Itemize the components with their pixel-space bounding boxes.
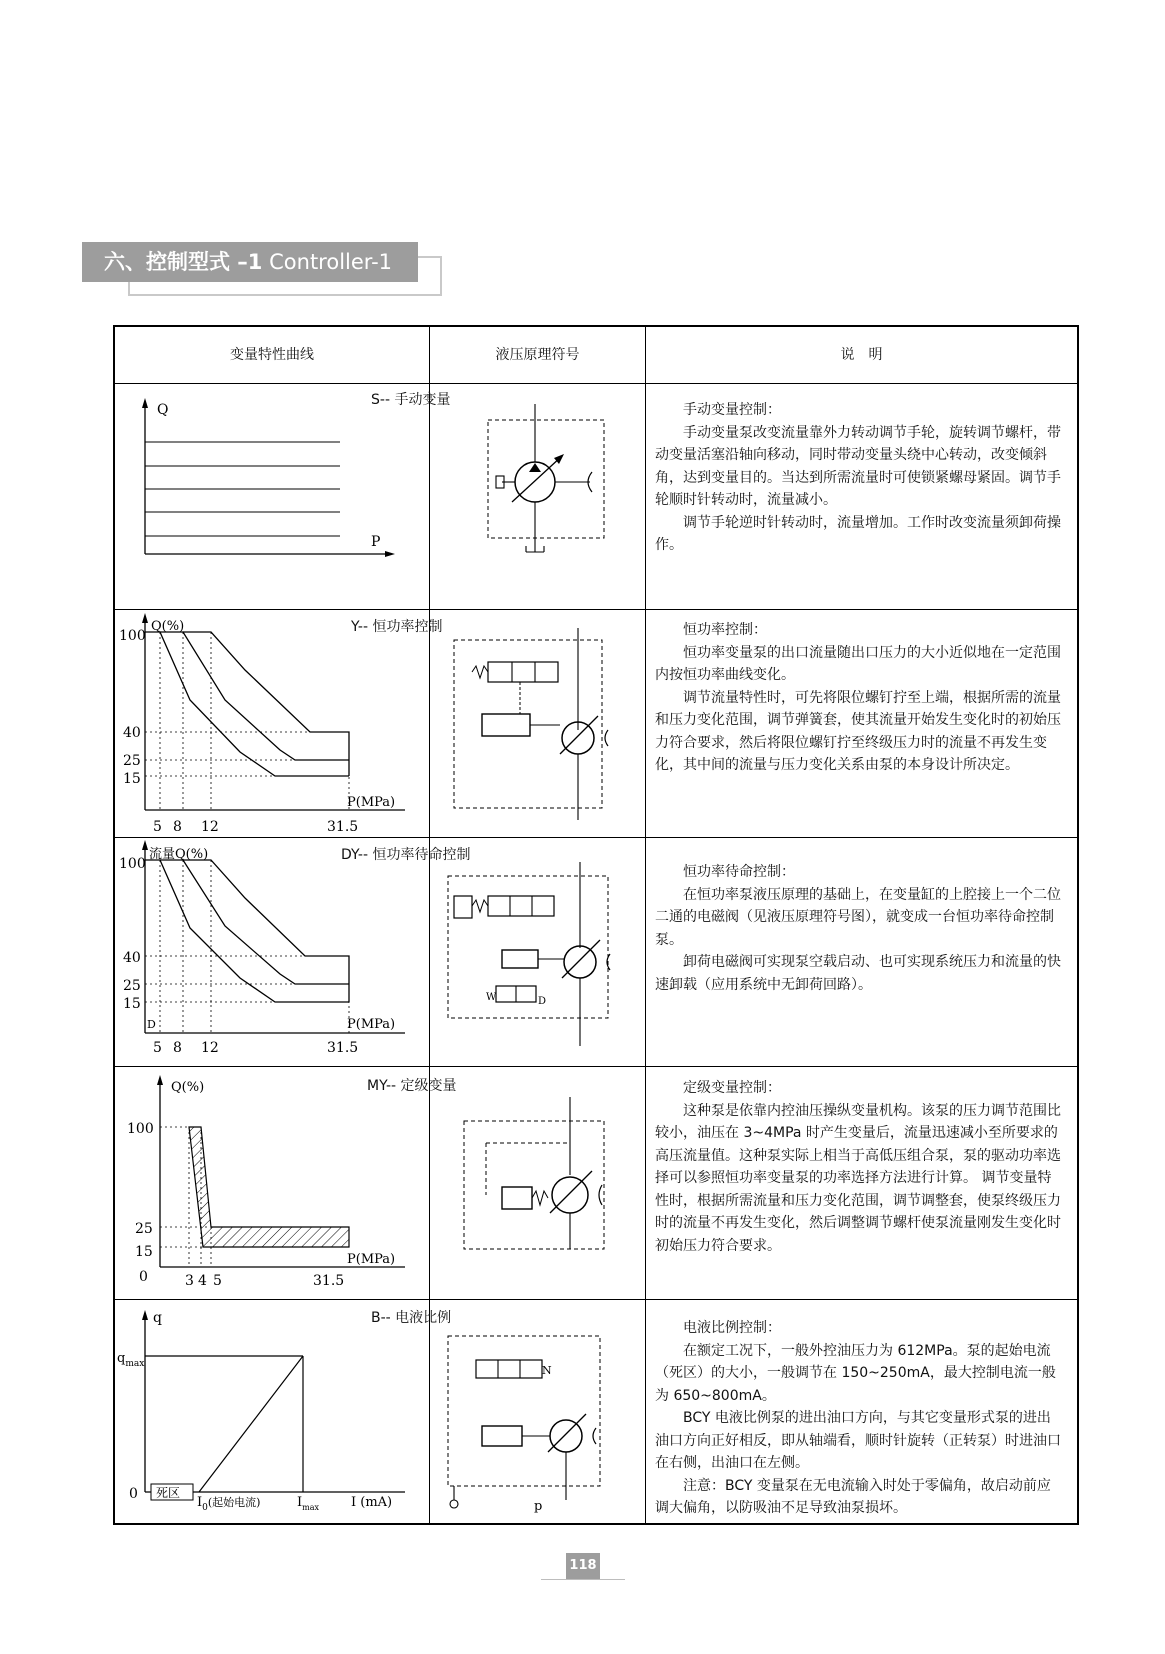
my-tick-0: 0 — [139, 1269, 148, 1285]
x-tick-5: 5 — [153, 819, 162, 835]
desc-paragraph: 手动变量泵改变流量靠外力转动调节手轮，旋转调节螺杆，带动变量活塞沿轴向移动，同时带动变量头绕中心转动，改变倾斜角，达到变量目的。当达到所需流量时可使锁紧螺母紧固。调节手轮顺时针转动时，流量减小。 — [655, 424, 1061, 508]
y-x-axis-label: P(MPa) — [347, 795, 396, 810]
y-tick-40: 40 — [123, 725, 141, 741]
symbol-constant-power-standby — [430, 838, 645, 1066]
desc-constant-power — [655, 619, 1063, 777]
header-curve: 变量特性曲线 — [230, 347, 314, 363]
symbol-stepped-variable — [430, 1067, 645, 1299]
dy-xtick-31-5: 31.5 — [327, 1040, 359, 1056]
desc-title: 定级变量控制： — [683, 1080, 781, 1096]
dy-xtick-12: 12 — [201, 1040, 219, 1056]
my-tick-100: 100 — [127, 1121, 154, 1137]
s-y-axis-label: Q — [157, 402, 169, 418]
desc-paragraph: 调节手轮逆时针转动时，流量增加。工作时改变流量须卸荷操作。 — [655, 514, 1061, 553]
row-title-my: MY-- 定级变量 — [367, 1078, 457, 1094]
desc-stepped-variable — [655, 1077, 1063, 1257]
dy-tick-100: 100 — [119, 856, 146, 872]
row-title-s: S-- 手动变量 — [371, 392, 451, 408]
dy-tick-15: 15 — [123, 996, 141, 1012]
my-xtick-4: 4 — [198, 1273, 207, 1289]
dy-symbol-w: W — [486, 992, 497, 1003]
symbol-manual-variable — [430, 384, 645, 609]
desc-title: 恒功率待命控制： — [683, 864, 795, 880]
dy-symbol-d: D — [538, 996, 547, 1007]
section-title-en: Controller-1 — [269, 250, 393, 274]
b-dead-zone-label: 死区 — [156, 1486, 181, 1500]
my-x-axis-label: P(MPa) — [347, 1252, 396, 1267]
my-y-axis-label: Q(%) — [171, 1080, 205, 1095]
b-x-axis-label: I (mA) — [351, 1495, 393, 1510]
dy-x-axis-label: P(MPa) — [347, 1017, 396, 1032]
x-tick-31-5: 31.5 — [327, 819, 359, 835]
header-description: 说 明 — [840, 347, 883, 363]
b-y-axis-label: q — [153, 1310, 162, 1326]
section-title-cn: 六、控制型式 –1 — [104, 250, 263, 274]
dy-xtick-5: 5 — [153, 1040, 162, 1056]
desc-paragraph: 在恒功率泵液压原理的基础上，在变量缸的上腔接上一个二位二通的电磁阀（见液压原理符号图），就变成一台恒功率待命控制泵。 — [655, 886, 1061, 948]
chart-electro-hydraulic — [115, 1300, 429, 1523]
my-tick-25: 25 — [135, 1221, 153, 1237]
desc-paragraph: 在额定工况下，一般外控油压力为 612MPa。泵的起始电流（死区）的大小，一般调节在 150~250mA，最大控制电流一般为 650~800mA。 — [655, 1342, 1056, 1404]
controller-table — [113, 325, 1079, 1525]
y-y-axis-label: Q(%) — [151, 619, 185, 634]
desc-paragraph: 注意：BCY 变量泵在无电流输入时处于零偏角，故启动前应调大偏角，以防吸油不足导致油泵损坏。 — [655, 1477, 1051, 1516]
desc-title: 手动变量控制： — [683, 402, 781, 418]
dy-xtick-8: 8 — [173, 1040, 182, 1056]
desc-paragraph: 这种泵是依靠内控油压操纵变量机构。该泵的压力调节范围比较小，油压在 3~4MPa 时产生变量后，流量迅速减小至所要求的高压流量值。这种泵实际上相当于高低压组合泵，泵的驱动功率选择可以参照恒功率变量泵的功率选择方法进行计算。 调节变量特性时，根据所需流量和压力变化范围，调节调整套，使泵终级压力时的流量不再发生变化，然后调整调节螺杆使泵流量刚发生变化时初始压力符合要求。 — [655, 1102, 1061, 1254]
x-tick-12: 12 — [201, 819, 219, 835]
y-tick-15: 15 — [123, 771, 141, 787]
desc-electro-hydraulic — [655, 1317, 1063, 1520]
y-tick-25: 25 — [123, 753, 141, 769]
b-qmax-label: $q_{max}$ — [117, 1351, 145, 1369]
desc-title: 电液比例控制： — [683, 1320, 781, 1336]
chart-manual-variable — [115, 384, 429, 609]
dy-tick-40: 40 — [123, 950, 141, 966]
desc-title: 恒功率控制： — [683, 622, 767, 638]
page-number-rule — [541, 1579, 625, 1580]
dy-y-axis-label: 流量Q(%) — [149, 847, 209, 862]
chart-constant-power-standby — [115, 838, 429, 1066]
chart-stepped-variable — [115, 1067, 429, 1299]
desc-paragraph: 调节流量特性时，可先将限位螺钉拧至上端，根据所需的流量和压力变化范围，调节弹簧套，使其流量开始发生变化时的初始压力符合要求，然后将限位螺钉拧至终级压力时的流量不再发生变化，其中间的流量与压力变化关系由泵的本身设计所决定。 — [655, 689, 1061, 773]
dy-tick-25: 25 — [123, 978, 141, 994]
desc-constant-power-standby — [655, 861, 1063, 996]
desc-manual-variable — [655, 399, 1063, 557]
b-symbol-n: N — [542, 1364, 552, 1377]
x-tick-8: 8 — [173, 819, 182, 835]
my-tick-15: 15 — [135, 1244, 153, 1260]
s-x-axis-label: P — [371, 534, 381, 550]
dy-origin-label: D — [147, 1018, 156, 1031]
symbol-electro-hydraulic — [430, 1300, 645, 1523]
row-title-b: B-- 电液比例 — [371, 1310, 452, 1326]
symbol-constant-power — [430, 610, 645, 837]
row-title-dy: DY-- 恒功率待命控制 — [341, 847, 471, 863]
page-number: 118 — [566, 1553, 600, 1579]
b-i0-label: $I_0^{(起始电流)}$ — [197, 1495, 261, 1513]
desc-paragraph: BCY 电液比例泵的进出油口方向，与其它变量形式泵的进出油口方向正好相反，即从轴端看，顺时针旋转（正转泵）时进油口在右侧，出油口在左侧。 — [655, 1410, 1061, 1471]
row-title-y: Y-- 恒功率控制 — [351, 619, 443, 635]
my-xtick-5: 5 — [213, 1273, 222, 1289]
b-imax-label: $I_{max}$ — [297, 1495, 320, 1512]
desc-paragraph: 恒功率变量泵的出口流量随出口压力的大小近似地在一定范围内按恒功率曲线变化。 — [655, 644, 1061, 683]
chart-constant-power — [115, 610, 429, 837]
header-symbol: 液压原理符号 — [495, 347, 580, 363]
section-header — [82, 242, 418, 282]
desc-paragraph: 卸荷电磁阀可实现泵空载启动、也可实现系统压力和流量的快速卸载（应用系统中无卸荷回路）。 — [655, 954, 1061, 993]
y-tick-100: 100 — [119, 628, 146, 644]
b-symbol-p: p — [534, 1499, 543, 1514]
my-xtick-3: 3 — [185, 1273, 194, 1289]
column-divider — [645, 327, 646, 1523]
b-origin-label: 0 — [129, 1486, 138, 1502]
my-xtick-31-5: 31.5 — [313, 1273, 345, 1289]
